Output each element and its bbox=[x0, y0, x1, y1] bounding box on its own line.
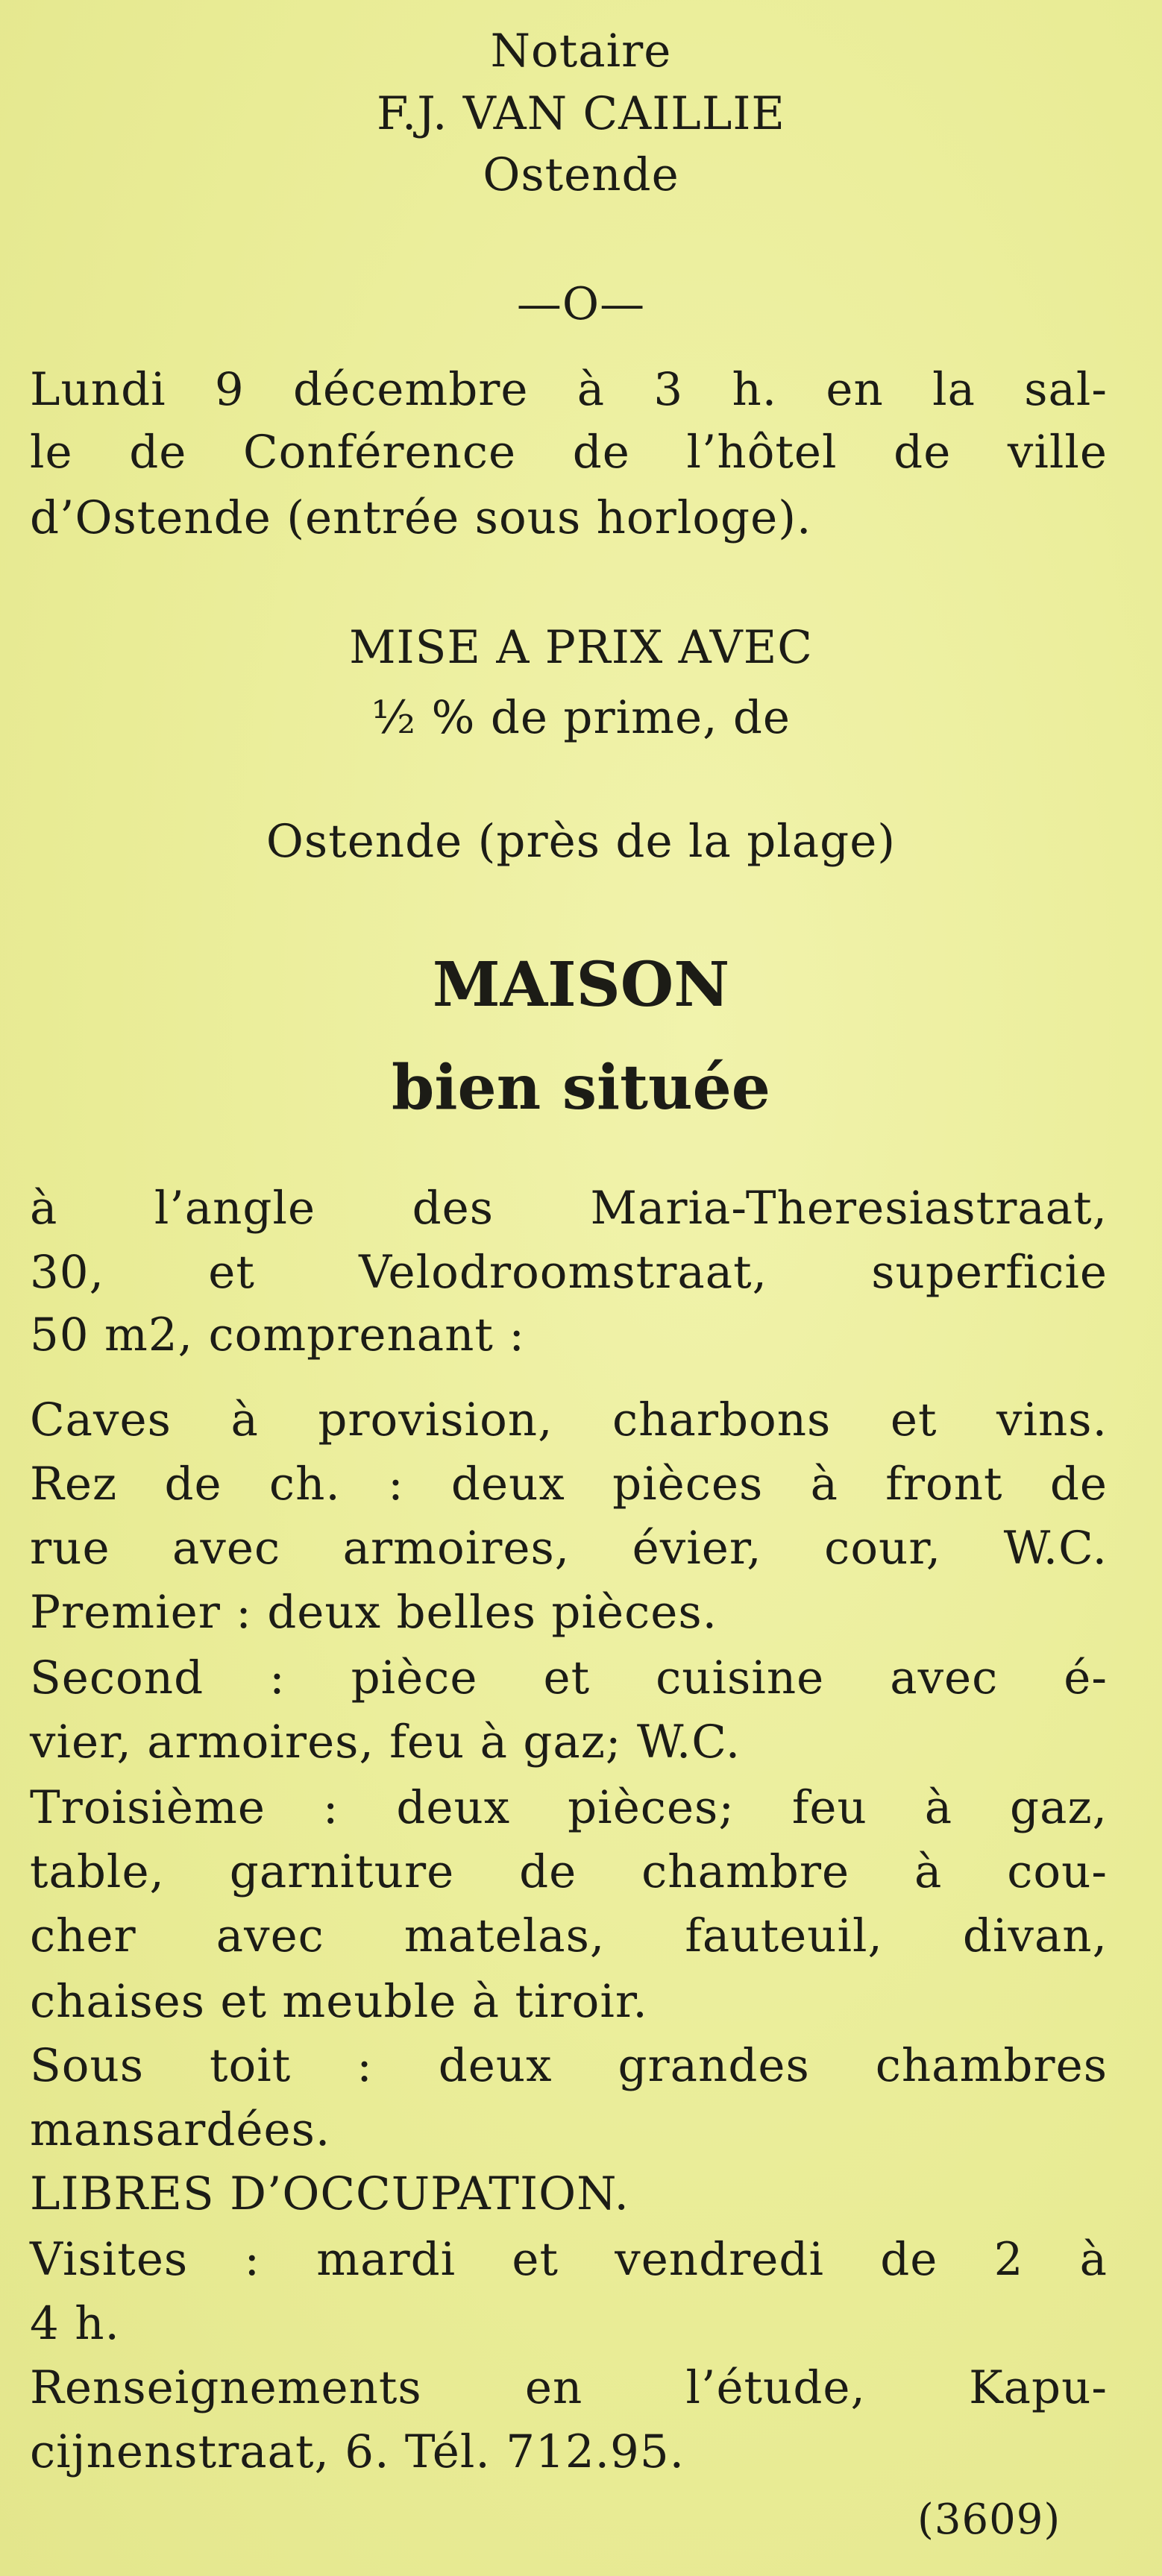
headline-subtitle: bien située bbox=[392, 1052, 770, 1124]
description-line-14: Visites : mardi et vendredi de 2 à bbox=[30, 2233, 1108, 2286]
description-line-8: table, garniture de chambre à cou- bbox=[30, 1845, 1108, 1898]
intro-line-1: Lundi 9 décembre à 3 h. en la sal- bbox=[30, 363, 1108, 416]
description-line-11: Sous toit : deux grandes chambres bbox=[30, 2039, 1108, 2092]
sale-terms-line-1: MISE A PRIX AVEC bbox=[349, 621, 813, 674]
description-line-5: Second : pièce et cuisine avec é- bbox=[30, 1651, 1108, 1704]
separator: —O— bbox=[516, 278, 646, 330]
description-line-12: mansardées. bbox=[30, 2103, 331, 2156]
description-line-16: Renseignements en l’étude, Kapu- bbox=[30, 2361, 1108, 2414]
notary-label: Notaire bbox=[490, 25, 672, 78]
description-line-13: LIBRES D’OCCUPATION. bbox=[30, 2167, 629, 2220]
sale-terms-line-2: ½ % de prime, de bbox=[371, 691, 791, 744]
address-line-2: 30, et Velodroomstraat, superficie bbox=[30, 1246, 1108, 1299]
description-line-4: Premier : deux belles pièces. bbox=[30, 1586, 718, 1639]
description-line-17: cijnenstraat, 6. Tél. 712.95. bbox=[30, 2425, 685, 2478]
reference-number: (3609) bbox=[917, 2495, 1061, 2544]
description-line-6: vier, armoires, feu à gaz; W.C. bbox=[30, 1716, 741, 1769]
intro-line-3: d’Ostende (entrée sous horloge). bbox=[30, 491, 812, 544]
intro-line-2: le de Conférence de l’hôtel de ville bbox=[30, 426, 1108, 479]
description-line-1: Caves à provision, charbons et vins. bbox=[30, 1394, 1108, 1446]
description-line-15: 4 h. bbox=[30, 2297, 120, 2350]
address-line-3: 50 m2, comprenant : bbox=[30, 1309, 525, 1361]
notary-name: F.J. VAN CAILLIE bbox=[377, 87, 785, 140]
address-line-1: à l’angle des Maria-Theresiastraat, bbox=[30, 1182, 1108, 1235]
notary-city: Ostende bbox=[483, 148, 679, 201]
description-line-2: Rez de ch. : deux pièces à front de bbox=[30, 1458, 1108, 1511]
description-line-9: cher avec matelas, fauteuil, divan, bbox=[30, 1909, 1108, 1962]
description-line-3: rue avec armoires, évier, cour, W.C. bbox=[30, 1522, 1108, 1575]
sale-location: Ostende (près de la plage) bbox=[266, 815, 896, 868]
headline-title: MAISON bbox=[432, 949, 730, 1021]
description-line-10: chaises et meuble à tiroir. bbox=[30, 1975, 648, 2028]
description-line-7: Troisième : deux pièces; feu à gaz, bbox=[30, 1781, 1108, 1834]
